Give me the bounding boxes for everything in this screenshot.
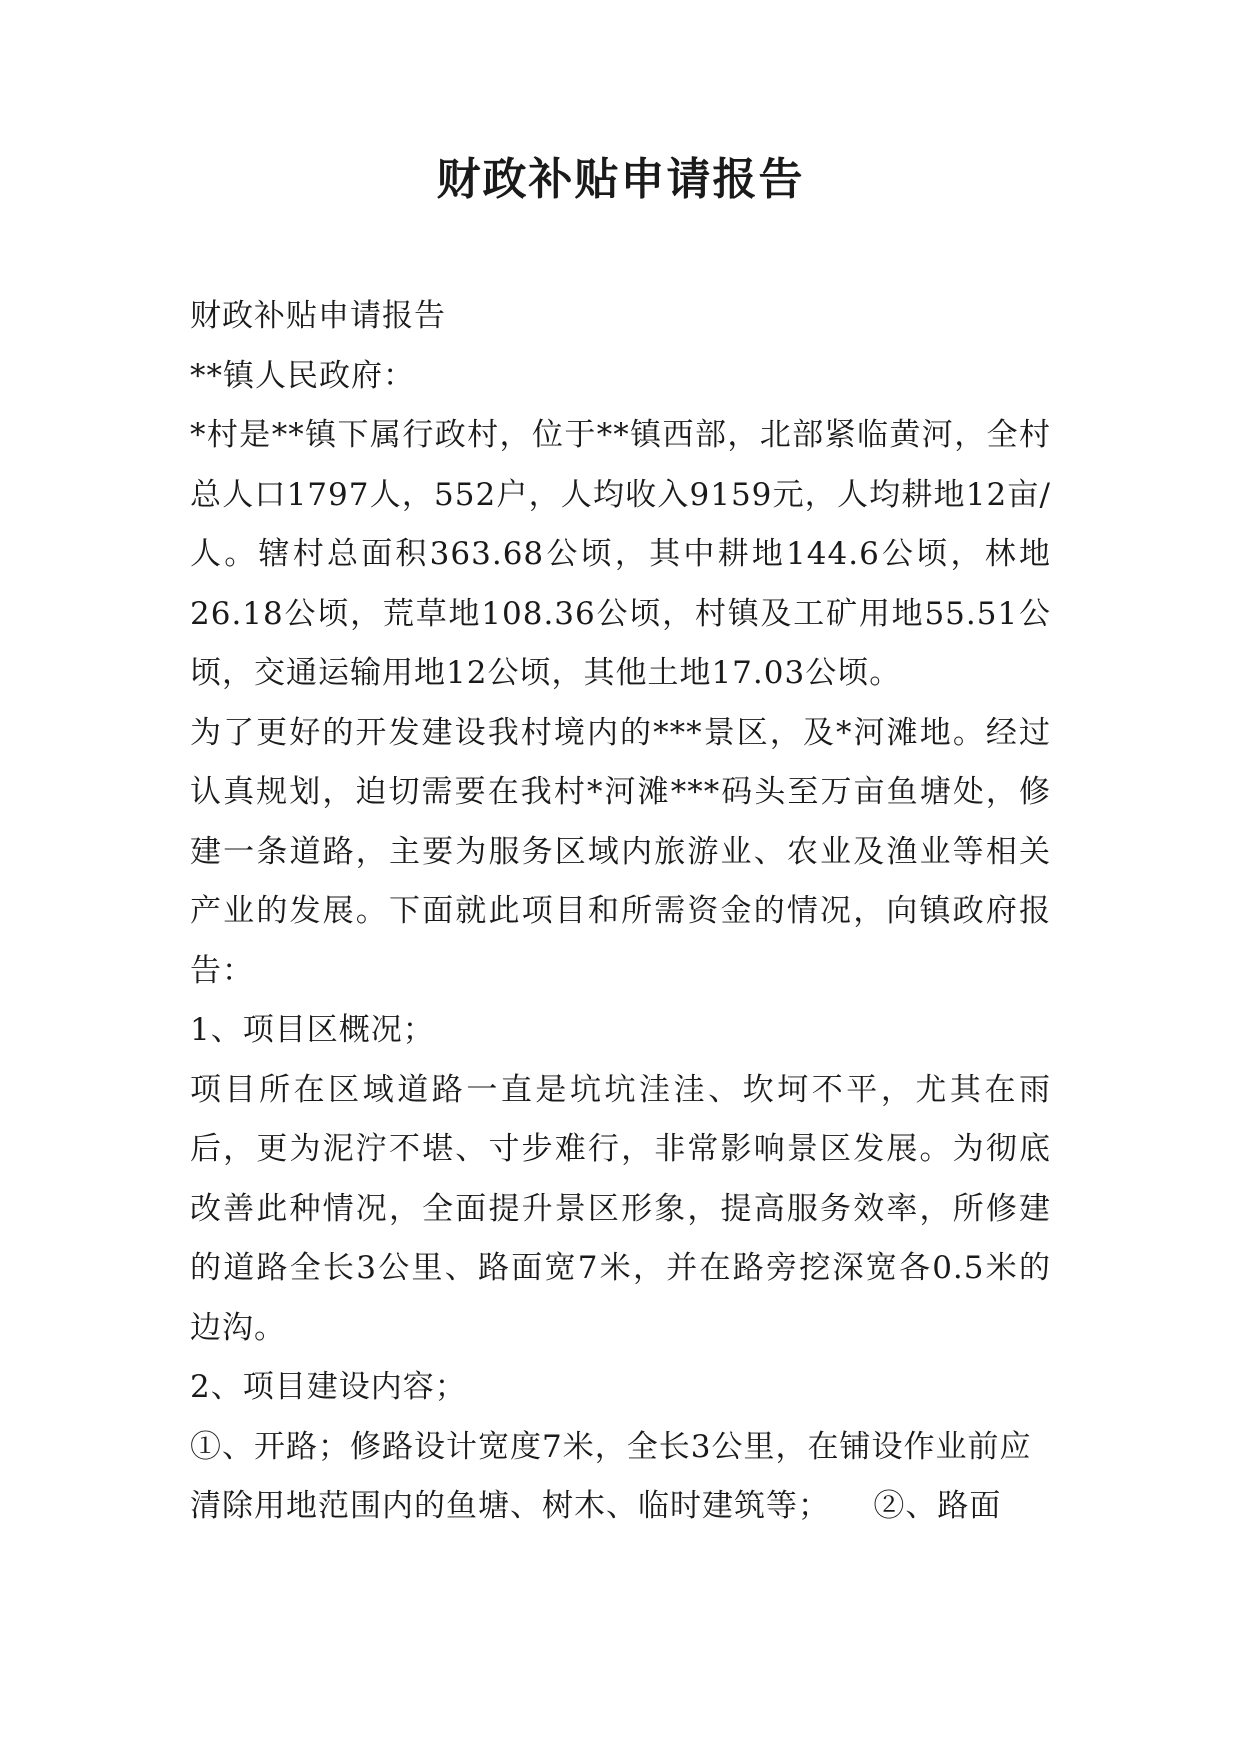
paragraph-project-purpose: 为了更好的开发建设我村境内的***景区，及*河滩地。经过认真规划，迫切需要在我村*河滩***码头至万亩鱼塘处，修建一条道路，主要为服务区域内旅游业、农业及渔业等相关产业的发展。下面就此项目和所需资金的情况，向镇政府报告： (190, 714, 1051, 989)
salutation: **镇人民政府： (190, 357, 415, 394)
section-heading-2: 2、项目建设内容； (190, 1369, 467, 1405)
document-title: 财政补贴申请报告 (436, 154, 805, 205)
section-heading-1: 1、项目区概况； (190, 1012, 435, 1048)
document-body (190, 287, 1051, 1537)
paragraph-project-area: 项目所在区域道路一直是坑坑洼洼、坎坷不平，尤其在雨后，更为泥泞不堪、寸步难行，非常影响景区发展。为彻底改善此种情况，全面提升景区形象，提高服务效率，所修建的道路全长3公里、路面宽7米，并在路旁挖深宽各0.5米的边沟。 (190, 1071, 1051, 1346)
body-heading: 财政补贴申请报告 (190, 298, 446, 334)
paragraph-village-overview: *村是**镇下属行政村，位于**镇西部，北部紧临黄河，全村总人口1797人，552户，人均收入9159元，人均耕地12亩/人。辖村总面积363.68公顷，其中耕地144.6公顷，林地26.18公顷，荒草地108.36公顷，村镇及工矿用地55.51公顷，交通运输用地12公顷，其他土地17.03公顷。 (190, 417, 1051, 691)
paragraph-item-1: ①、开路；修路设计宽度7米，全长3公里，在铺设作业前应 (190, 1428, 1032, 1465)
paragraph-item-1-continued: 清除用地范围内的鱼塘、树木、临时建筑等； ②、路面 (190, 1488, 1002, 1524)
